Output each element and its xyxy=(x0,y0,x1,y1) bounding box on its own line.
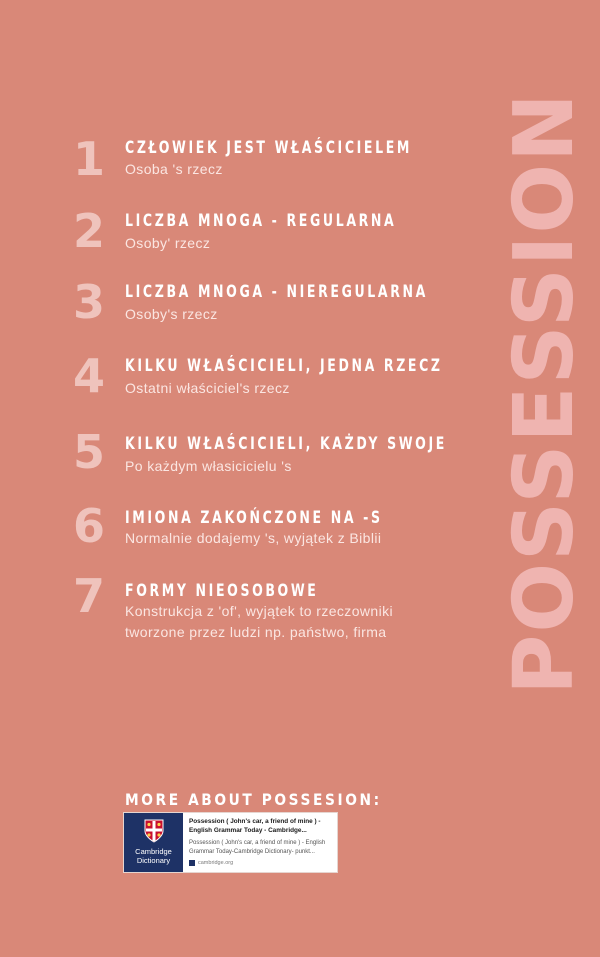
card-body xyxy=(183,813,330,872)
rule-number: 4 xyxy=(72,349,105,403)
rule-description: Ostatni właściciel's rzecz xyxy=(125,380,290,396)
favicon-icon xyxy=(189,860,195,866)
rule-description: Po każdym własicicielu 's xyxy=(125,458,292,474)
rule-number: 2 xyxy=(72,204,105,258)
rule-heading: KILKU WŁAŚCICIELI, JEDNA RZECZ xyxy=(125,356,443,376)
card-description-line: Possession ( John's car, a friend of mine ) - English xyxy=(189,840,326,846)
rule-description: Osoby' rzecz xyxy=(125,235,211,251)
card-description-line: Grammar Today-Cambridge Dictionary- punkt... xyxy=(189,848,315,855)
rule-description: Osoby's rzecz xyxy=(125,306,218,322)
rule-heading: LICZBA MNOGA - NIEREGULARNA xyxy=(125,282,428,302)
rule-heading: KILKU WŁAŚCICIELI, KAŻDY SWOJE xyxy=(125,434,447,454)
rule-heading: LICZBA MNOGA - REGULARNA xyxy=(125,211,397,231)
cambridge-thumbnail-text xyxy=(124,847,183,865)
card-description xyxy=(189,839,325,856)
thumb-text-line: Cambridge xyxy=(135,847,172,856)
card-domain-text: cambridge.org xyxy=(198,860,234,866)
cambridge-shield-icon xyxy=(144,819,164,843)
card-title[interactable] xyxy=(189,817,325,835)
rule-number: 5 xyxy=(72,425,105,479)
rule-description: tworzone przez ludzi np. państwo, firma xyxy=(125,624,387,640)
side-title-text: POSSESSION xyxy=(497,91,592,695)
rule-heading: FORMY NIEOSOBOWE xyxy=(125,581,319,601)
side-title xyxy=(497,91,592,695)
rule-description: Osoba 's rzecz xyxy=(125,161,223,177)
rule-number: 6 xyxy=(72,499,105,553)
card-title-line: Possession ( John's car, a friend of mine ) - xyxy=(189,818,321,825)
rule-number: 3 xyxy=(72,275,105,329)
card-domain xyxy=(189,860,325,866)
card-title-line: English Grammar Today - Cambridge... xyxy=(189,827,307,834)
rule-number: 1 xyxy=(72,132,105,186)
cambridge-thumbnail xyxy=(124,813,183,872)
rule-description: Konstrukcja z 'of', wyjątek to rzeczowniki xyxy=(125,603,394,619)
thumb-text-line: Dictionary xyxy=(136,856,171,865)
rule-heading: CZŁOWIEK JEST WŁAŚCICIELEM xyxy=(125,138,413,158)
cambridge-link-card[interactable] xyxy=(124,813,337,872)
rule-number: 7 xyxy=(72,569,105,623)
rule-heading: IMIONA ZAKOŃCZONE NA -S xyxy=(125,508,383,528)
more-about-heading: MORE ABOUT POSSESION: xyxy=(125,790,382,809)
rule-description: Normalnie dodajemy 's, wyjątek z Biblii xyxy=(125,530,382,546)
